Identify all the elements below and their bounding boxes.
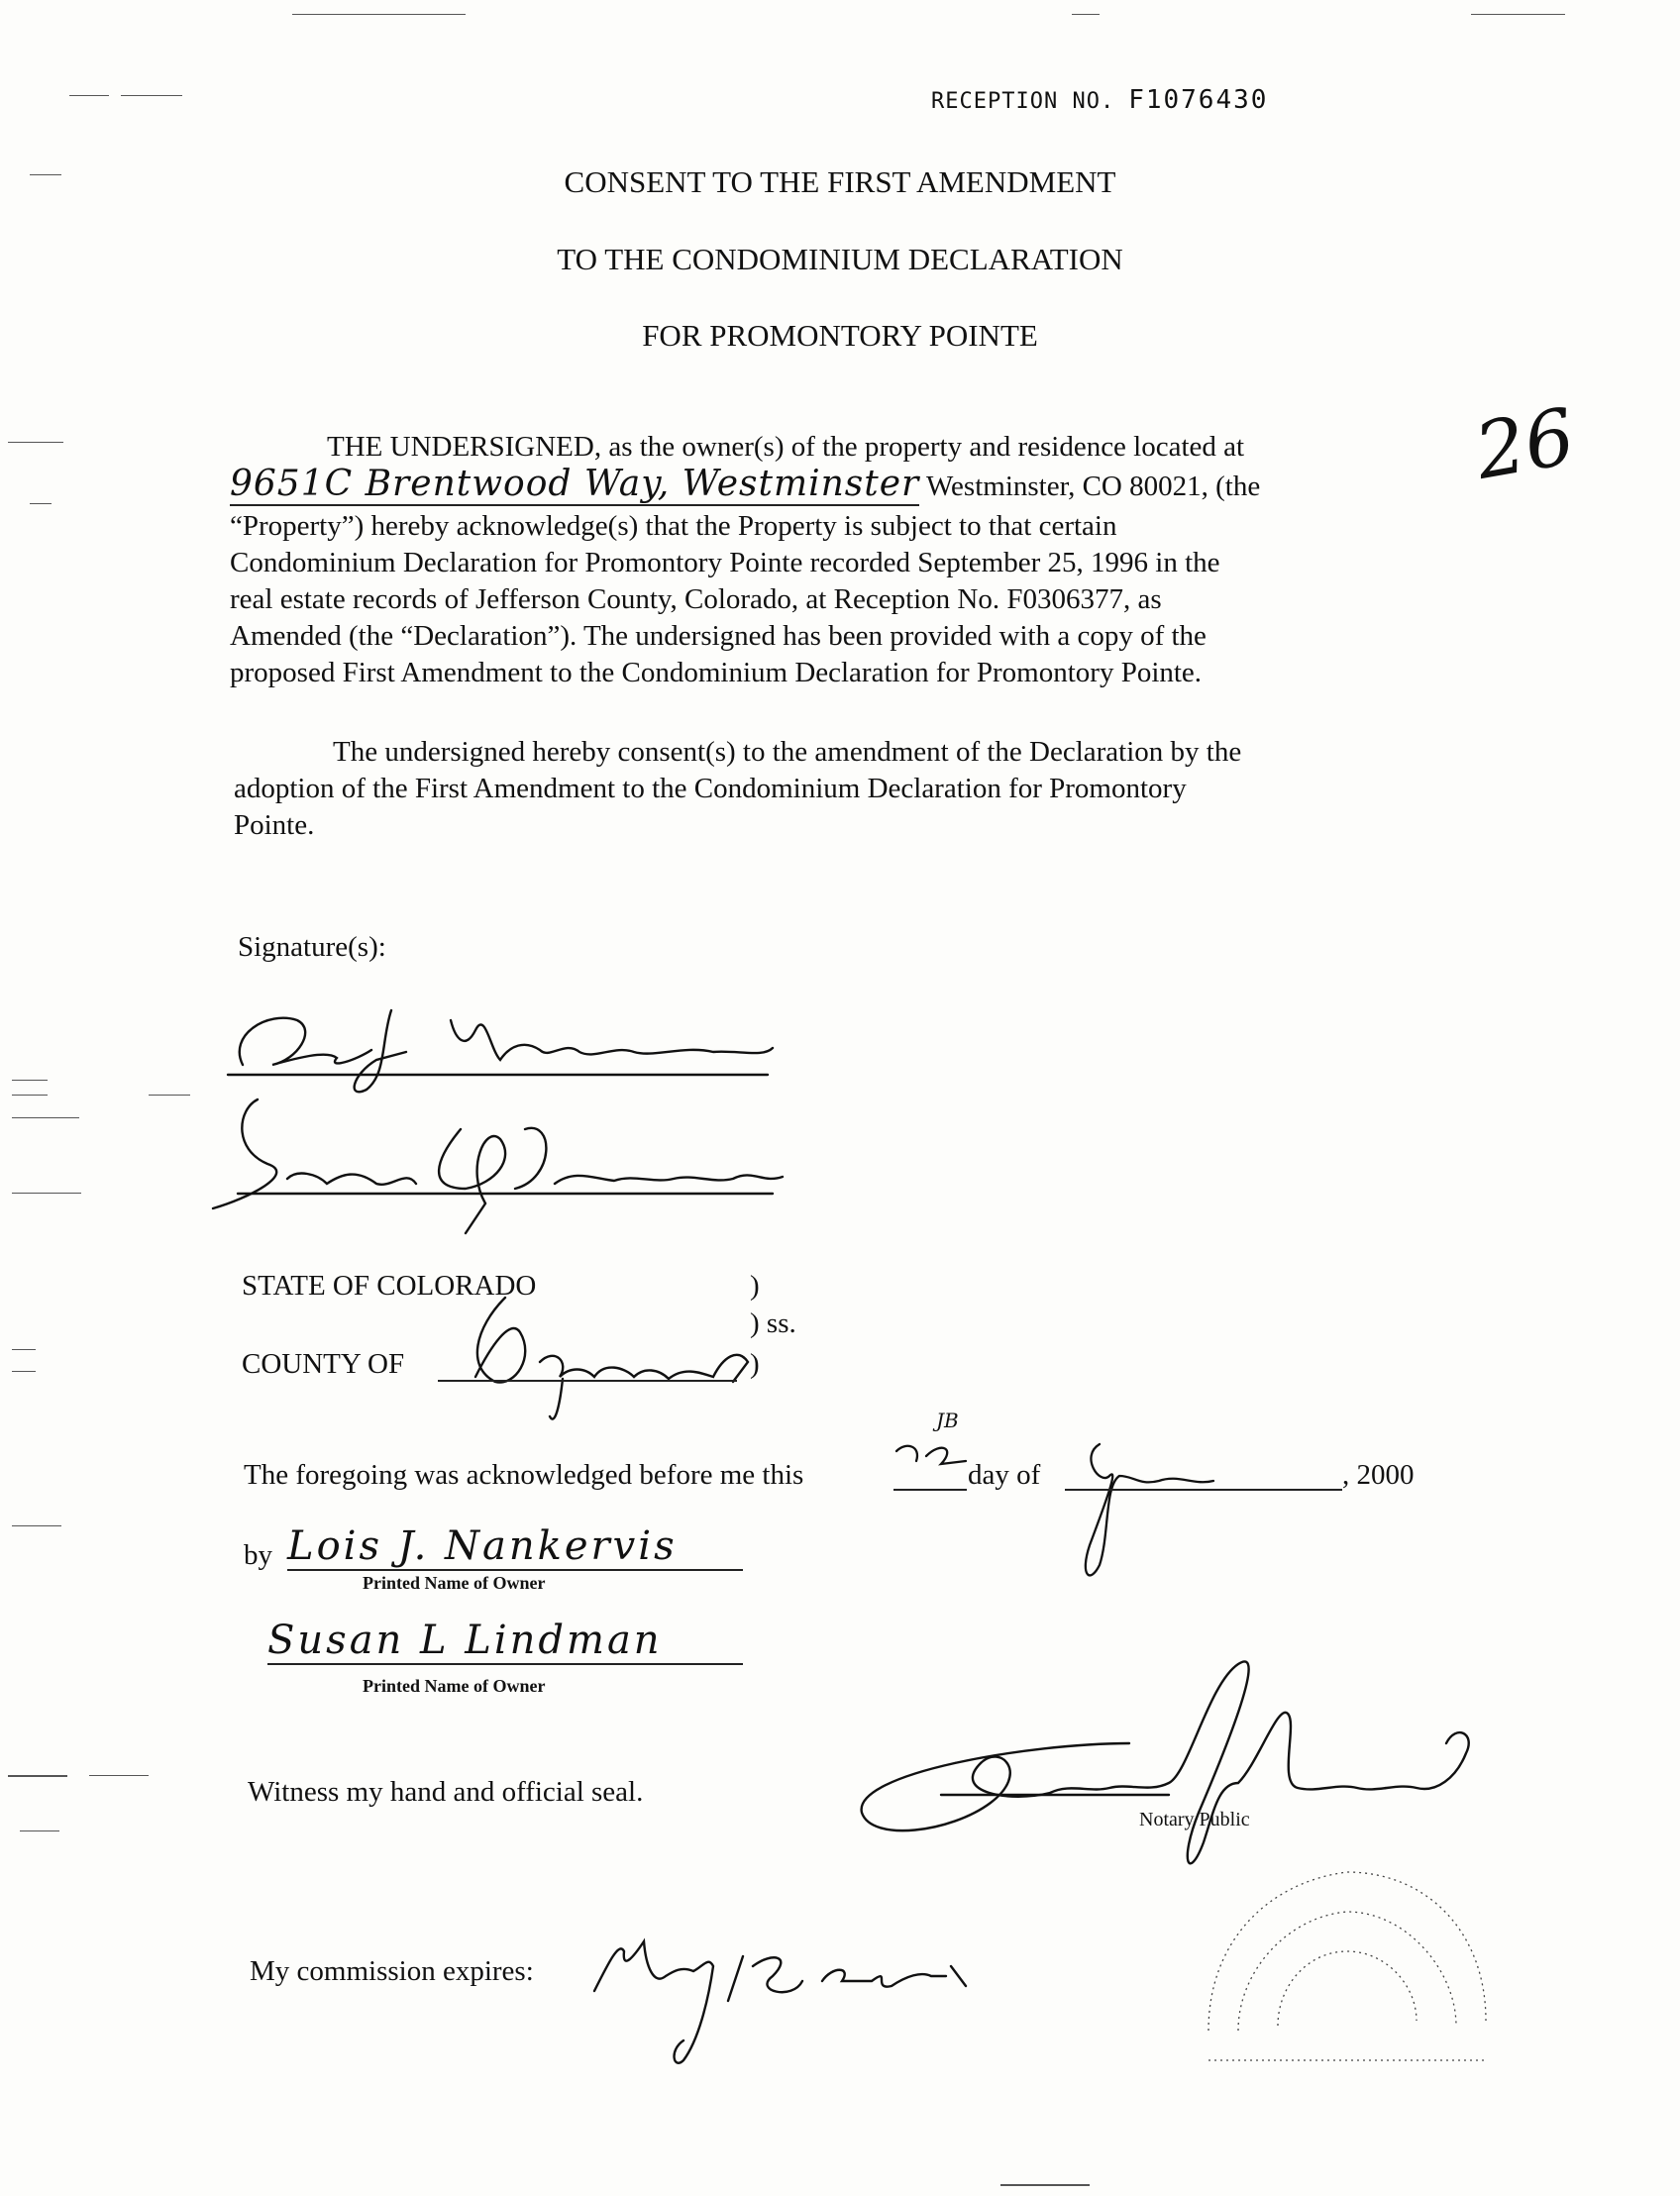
witness-text: Witness my hand and official seal. bbox=[248, 1776, 644, 1808]
printed-name-label-2: Printed Name of Owner bbox=[363, 1676, 546, 1696]
venue-paren-bottom: ) bbox=[750, 1348, 760, 1380]
reception-label: RECEPTION NO. bbox=[931, 89, 1115, 114]
ack-text: The foregoing was acknowledged before me this bbox=[244, 1459, 804, 1491]
para2-line-2: adoption of the First Amendment to the Condominium Declaration for Promontory bbox=[234, 773, 1187, 804]
para1-line-7: proposed First Amendment to the Condominium Declaration for Promontory Pointe. bbox=[230, 657, 1203, 688]
printed-name-label-1: Printed Name of Owner bbox=[363, 1573, 546, 1593]
notary-seal bbox=[1208, 1872, 1486, 2060]
ack-day-label: day of bbox=[968, 1459, 1041, 1491]
notary-signature bbox=[862, 1661, 1469, 1863]
commission-label: My commission expires: bbox=[250, 1955, 534, 1987]
notary-initials: JB bbox=[936, 1409, 959, 1432]
address-rest: Westminster, CO 80021, (the bbox=[926, 471, 1261, 502]
venue-paren-top: ) bbox=[750, 1270, 760, 1302]
by-label: by bbox=[244, 1539, 272, 1571]
title-line-3: FOR PROMONTORY POINTE bbox=[642, 318, 1038, 353]
reception-value: F1076430 bbox=[1128, 85, 1269, 115]
title-line-2: TO THE CONDOMINIUM DECLARATION bbox=[557, 242, 1123, 276]
ack-year: , 2000 bbox=[1342, 1459, 1415, 1491]
para1-line-5: real estate records of Jefferson County, Colorado, at Reception No. F0306377, as bbox=[230, 583, 1162, 615]
signature-1 bbox=[228, 1010, 773, 1092]
title-line-1: CONSENT TO THE FIRST AMENDMENT bbox=[564, 164, 1116, 199]
para1-line-3: “Property”) hereby acknowledge(s) that the Property is subject to that certain bbox=[230, 510, 1117, 542]
venue-ss: ) ss. bbox=[750, 1307, 796, 1339]
para1-line-1: THE UNDERSIGNED, as the owner(s) of the property and residence located at bbox=[327, 431, 1245, 463]
day-underline bbox=[893, 1489, 967, 1491]
address-handwritten: 9651C Brentwood Way, Westminster bbox=[230, 464, 920, 504]
ack-handwriting bbox=[896, 1444, 1213, 1575]
month-underline bbox=[1065, 1489, 1342, 1491]
para2-line-3: Pointe. bbox=[234, 809, 315, 841]
county-underline bbox=[438, 1380, 737, 1382]
owner2-printed: Susan L Lindman bbox=[267, 1618, 743, 1665]
para2-line-1: The undersigned hereby consent(s) to the amendment of the Declaration by the bbox=[333, 736, 1242, 768]
para1-line-4: Condominium Declaration for Promontory Pointe recorded September 25, 1996 in the bbox=[230, 547, 1220, 578]
venue-state: STATE OF COLORADO bbox=[242, 1270, 537, 1302]
commission-date-handwriting bbox=[594, 1941, 966, 2063]
owner1-printed: Lois J. Nankervis bbox=[287, 1523, 743, 1571]
venue-county-label: COUNTY OF bbox=[242, 1348, 405, 1380]
para1-line-6: Amended (the “Declaration”). The undersigned has been provided with a copy of the bbox=[230, 620, 1207, 652]
notary-public-label: Notary Public bbox=[1139, 1809, 1250, 1830]
signatures-label: Signature(s): bbox=[238, 931, 386, 963]
signature-2 bbox=[213, 1099, 783, 1233]
county-handwriting bbox=[475, 1298, 748, 1419]
margin-note: 26 bbox=[1468, 392, 1582, 497]
